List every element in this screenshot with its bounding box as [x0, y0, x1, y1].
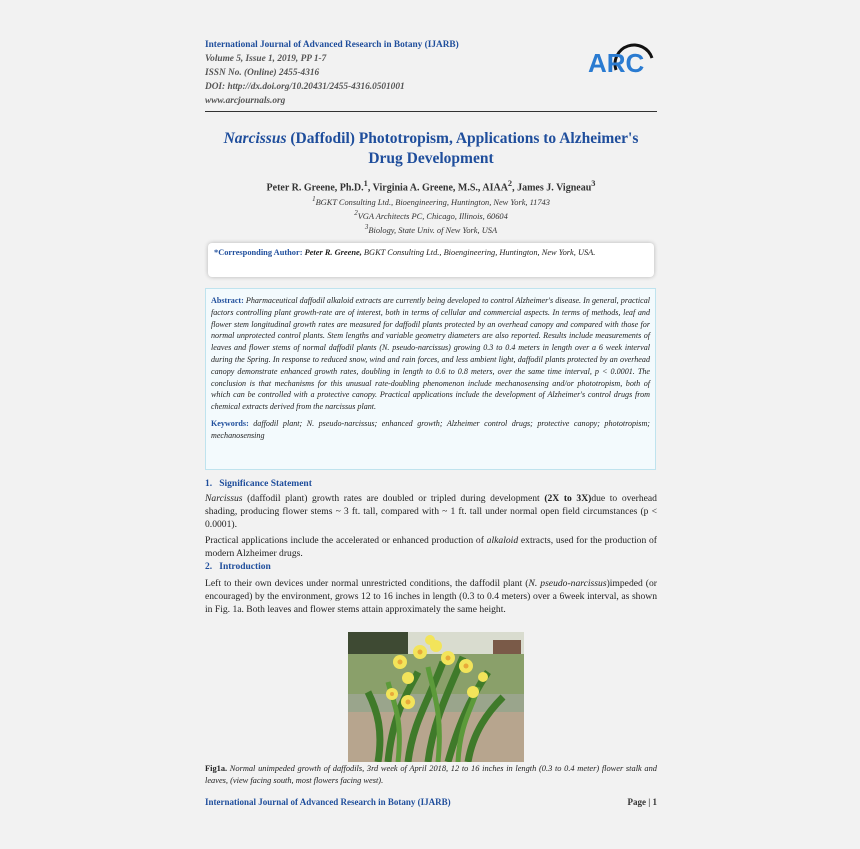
title-line1: (Daffodil) Phototropism, Applications to Alzheimer's	[286, 130, 639, 147]
author-1-sup: 1	[363, 179, 368, 188]
p1-text-a: (daffodil plant) growth rates are doubled or tripled during development	[242, 493, 545, 504]
keywords-text: daffodil plant; N. pseudo-narcissus; enhanced growth; Alzheimer control drugs; protective canopy; phototropism; mechanosensing	[211, 418, 650, 440]
p1-text-b: due to overhead shading, producing flower stems ~ 3 ft. tall, compared with ~ 1 ft. tall under normal open field circumstances (p < 0.0001).	[205, 493, 657, 530]
section-1-heading: 1. Significance Statement	[205, 479, 312, 489]
website: www.arcjournals.org	[205, 96, 286, 106]
page-number: Page | 1	[627, 797, 657, 807]
affiliation-2-sup: 2	[354, 209, 358, 217]
abstract-label: Abstract:	[211, 296, 244, 305]
issn-info: ISSN No. (Online) 2455-4316	[205, 68, 320, 78]
p2-text-b: extracts, used for the production of modern Alzheimer drugs.	[205, 535, 658, 559]
intro-text-a: Left to their own devices under normal unrestricted conditions, the daffodil plant (	[205, 578, 529, 589]
author-3-sup: 3	[591, 179, 596, 188]
volume-info: Volume 5, Issue 1, 2019, PP 1-7	[205, 54, 327, 64]
section-2-heading: 2. Introduction	[205, 562, 271, 572]
affiliation-3-text: Biology, State Univ. of New York, USA	[368, 225, 498, 235]
author-1: Peter R. Greene, Ph.D.	[266, 182, 364, 194]
p2-italic: alkaloid	[486, 535, 519, 546]
title-italic: Narcissus	[223, 130, 287, 147]
journal-header	[205, 38, 505, 108]
header-rule	[205, 111, 657, 112]
arc-logo-icon	[586, 40, 656, 76]
section-1-paragraph-1	[205, 492, 657, 531]
affiliation-3-sup: 3	[364, 223, 369, 231]
page-footer	[205, 797, 657, 807]
affiliation-2	[205, 209, 657, 221]
keywords-label: Keywords:	[211, 418, 249, 428]
abstract-text: Pharmaceutical daffodil alkaloid extracts are currently being developed to control Alzheimer's disease. In general, practical factors controlling plant growth-rate are of interest, both in terms of cellular and commercial aspects. In terms of methods, leaf and flower stem longitudinal growth rates are measured for daffodil plants protected by an overhead canopy and compared with those for normal unprotected control plants. Stem lengths and variable geometry diameters are also reported. Results include measurements of leaves and flower stems of normal daffodil plants (N. pseudo-narcissus) growing 0.3 to 0.4 meters in length over a 6 week interval during the Spring. In response to reduced snow, wind and rain forces, and less ambient light, daffodil plants protected by an overhead canopy demonstrate enhanced growth rates, doubling in length to 0.6 to 0.8 meters, over the same time interval, p < 0.0001. The conclusion is that mechanisms for this unusual rate-doubling phenomenon include mechanosensing and/or phototropism, both of which can be controlled with a protective canopy. Practical applications include the development of Alzheimer's control drugs from chemical extracts derived from the narcissus plant.	[211, 296, 650, 412]
abstract-paragraph	[211, 295, 650, 413]
affiliation-1-text: BGKT Consulting Ltd., Bioengineering, Huntington, New York, 11743	[315, 197, 550, 207]
affiliation-3	[205, 223, 657, 235]
p1-italic: Narcissus	[205, 493, 243, 504]
footer-journal: International Journal of Advanced Research in Botany (IJARB)	[205, 797, 451, 807]
section-1-paragraph-2	[205, 534, 657, 560]
section-2-paragraph	[205, 577, 657, 616]
figure-caption	[205, 763, 657, 787]
title-line2: Drug Development	[368, 150, 494, 167]
corresponding-affiliation: BGKT Consulting Ltd., Bioengineering, Huntington, New York, USA.	[361, 248, 596, 257]
affiliation-1	[205, 195, 657, 207]
figure-label: Fig1a.	[205, 764, 228, 773]
corresponding-author-box	[208, 243, 654, 277]
corresponding-label: *Corresponding Author:	[214, 248, 303, 257]
author-2: , Virginia A. Greene, M.S., AIAA	[367, 182, 508, 194]
affiliation-2-text: VGA Architects PC, Chicago, Illinois, 60604	[357, 211, 508, 221]
affiliation-1-sup: 1	[312, 195, 316, 203]
daffodil-photo	[348, 632, 524, 762]
p1-bold: (2X to 3X)	[544, 493, 592, 504]
doi-info: DOI: http://dx.doi.org/10.20431/2455-4316.0501001	[205, 82, 405, 92]
journal-name: International Journal of Advanced Research in Botany (IJARB)	[205, 40, 459, 50]
intro-italic: N. pseudo-narcissus	[528, 578, 607, 589]
intro-text-b: )impeded (or encouraged) by the environment, grows 12 to 16 inches in length (0.3 to 0.4 meters) over a 6week interval, as shown in Fig. 1a. Both leaves and flower stems attain approximately the same height.	[205, 578, 657, 615]
corresponding-name: Peter R. Greene,	[302, 248, 362, 257]
author-list	[205, 179, 657, 193]
paper-title	[205, 129, 657, 169]
logo-text: ARC	[588, 48, 645, 76]
p2-text-a: Practical applications include the accelerated or enhanced production of	[205, 535, 487, 546]
figure-caption-text: Normal unimpeded growth of daffodils, 3rd week of April 2018, 12 to 16 inches in length (0.3 to 0.4 meter) flower stalk and leaves, (view facing south, most flowers facing west).	[205, 764, 657, 785]
author-2-sup: 2	[507, 179, 513, 188]
author-3: , James J. Vigneau	[512, 182, 592, 194]
abstract-box	[205, 288, 656, 470]
keywords	[211, 418, 650, 442]
